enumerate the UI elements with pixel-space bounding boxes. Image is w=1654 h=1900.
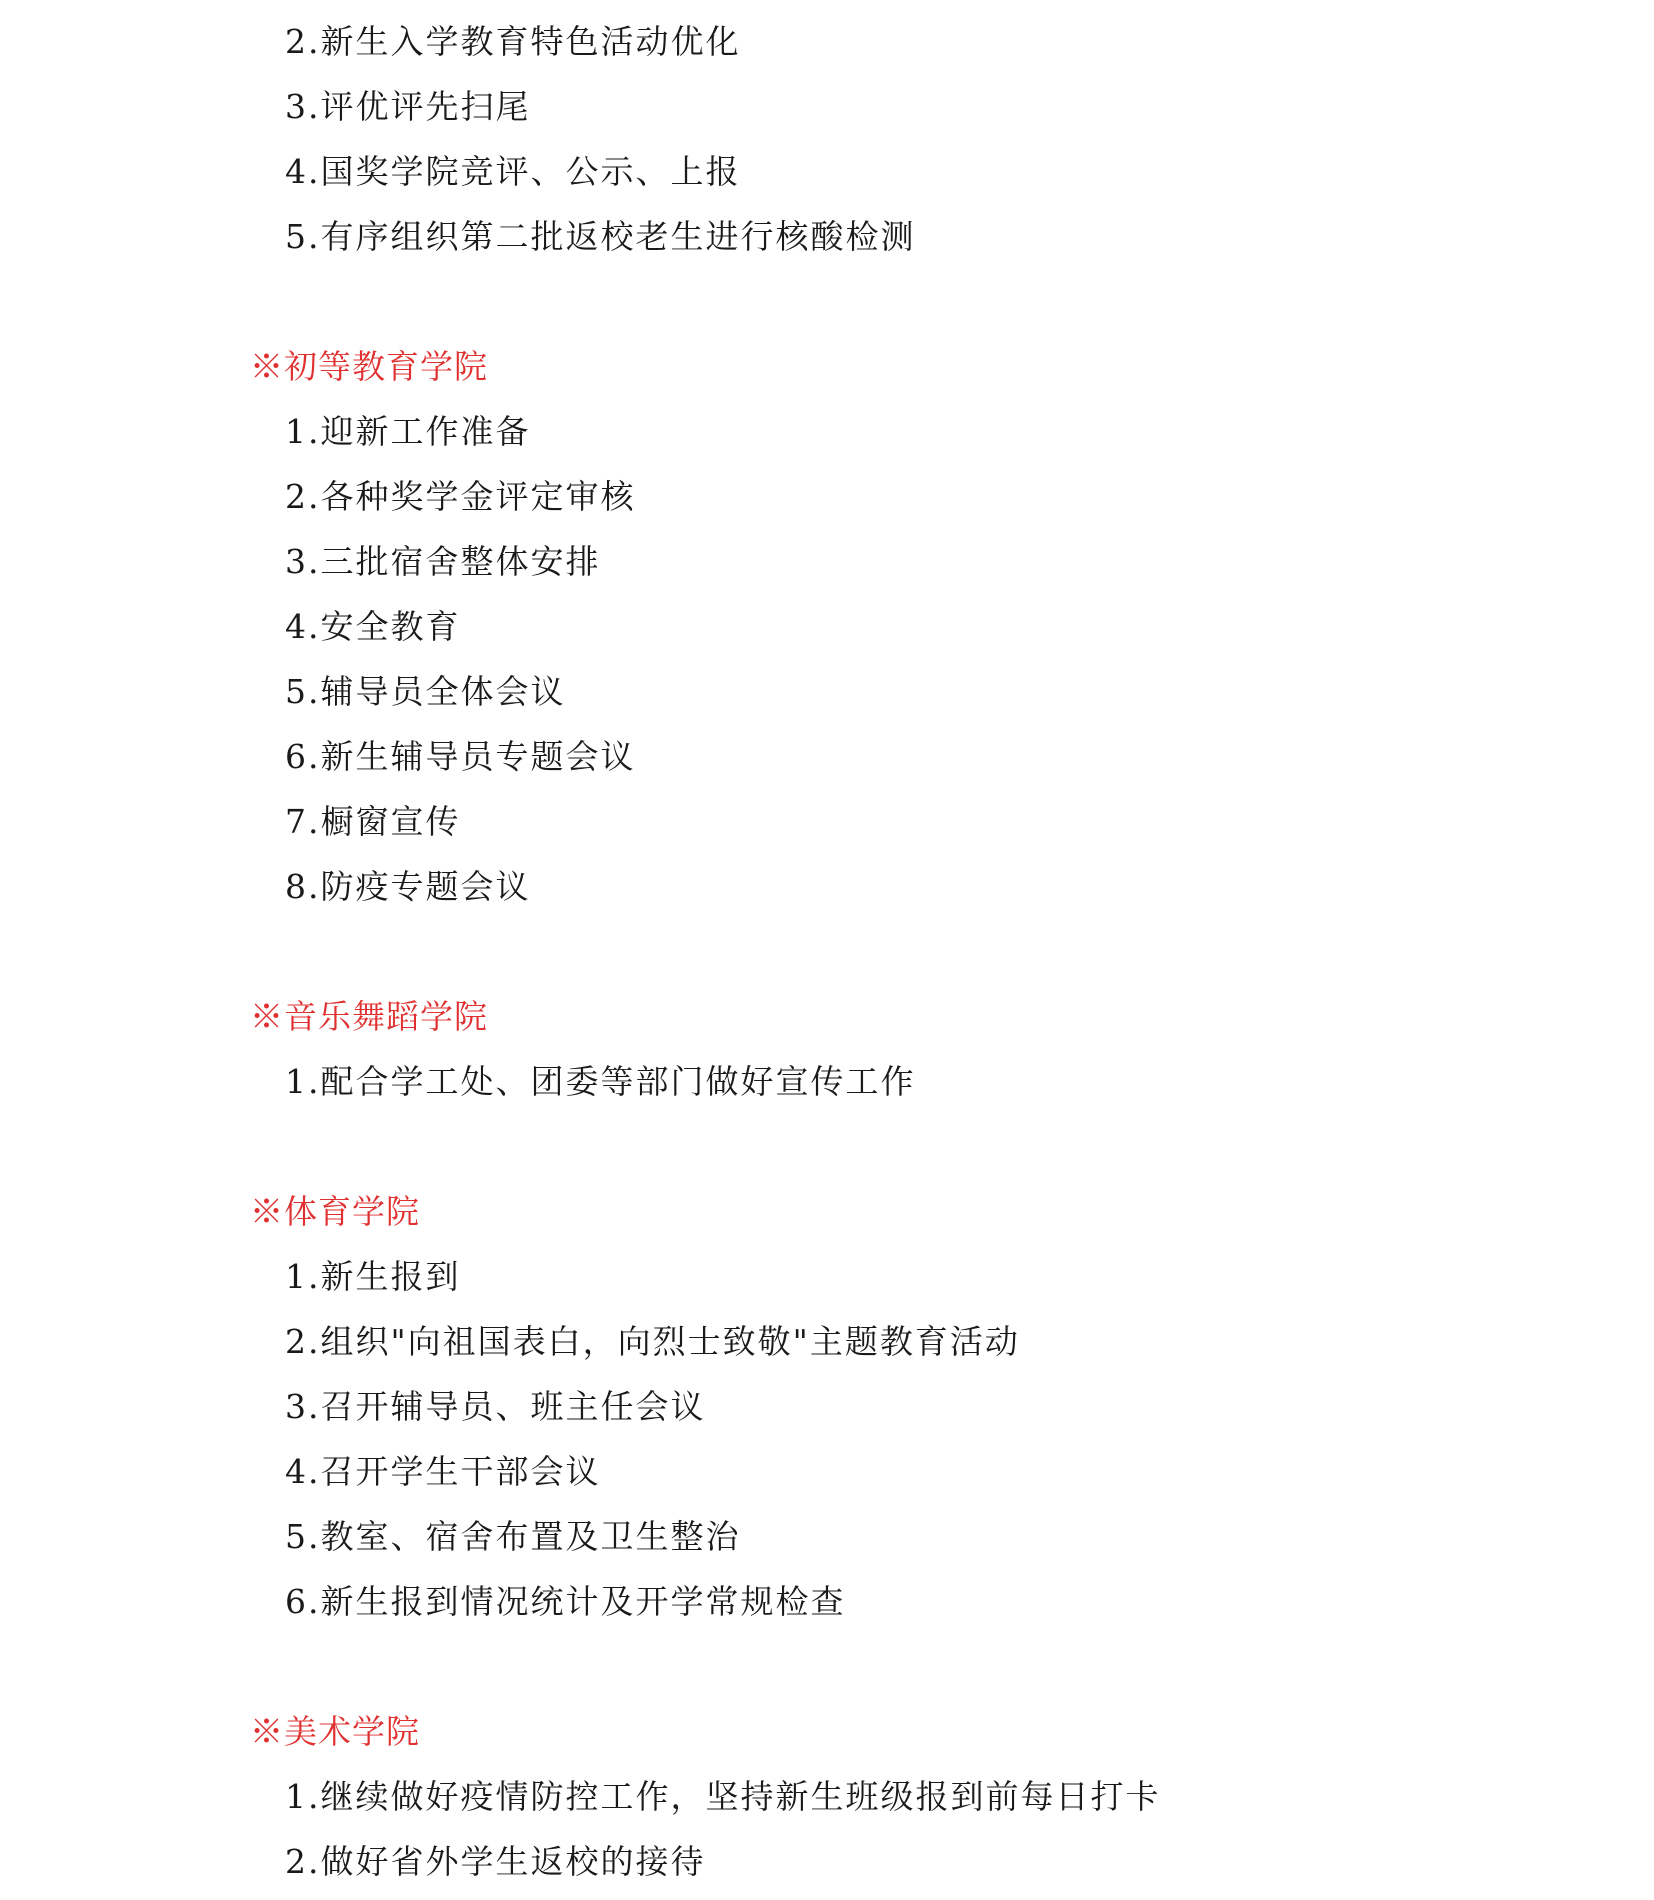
list-item: 4.安全教育 <box>285 607 461 646</box>
section-heading: ※初等教育学院 <box>250 347 488 386</box>
section-heading: ※美术学院 <box>250 1712 420 1751</box>
list-item: 6.新生报到情况统计及开学常规检查 <box>285 1582 846 1621</box>
section-heading: ※音乐舞蹈学院 <box>250 997 488 1036</box>
list-item: 1.配合学工处、团委等部门做好宣传工作 <box>285 1062 916 1101</box>
list-item: 4.召开学生干部会议 <box>285 1452 601 1491</box>
list-item: 6.新生辅导员专题会议 <box>285 737 636 776</box>
list-item: 1.新生报到 <box>285 1257 461 1296</box>
list-item: 8.防疫专题会议 <box>285 867 531 906</box>
list-item: 3.三批宿舍整体安排 <box>285 542 601 581</box>
section-heading: ※体育学院 <box>250 1192 420 1231</box>
list-item: 7.橱窗宣传 <box>285 802 461 841</box>
list-item: 5.教室、宿舍布置及卫生整治 <box>285 1517 741 1556</box>
list-item: 1.继续做好疫情防控工作，坚持新生班级报到前每日打卡 <box>285 1777 1161 1816</box>
list-item: 4.国奖学院竞评、公示、上报 <box>285 152 741 191</box>
list-item: 2.组织"向祖国表白，向烈士致敬"主题教育活动 <box>285 1322 1020 1361</box>
list-item: 1.迎新工作准备 <box>285 412 531 451</box>
list-item: 5.辅导员全体会议 <box>285 672 566 711</box>
list-item: 2.各种奖学金评定审核 <box>285 477 636 516</box>
list-item: 3.召开辅导员、班主任会议 <box>285 1387 706 1426</box>
list-item: 3.评优评先扫尾 <box>285 87 531 126</box>
list-item: 2.做好省外学生返校的接待 <box>285 1842 706 1881</box>
list-item: 2.新生入学教育特色活动优化 <box>285 22 741 61</box>
list-item: 5.有序组织第二批返校老生进行核酸检测 <box>285 217 916 256</box>
